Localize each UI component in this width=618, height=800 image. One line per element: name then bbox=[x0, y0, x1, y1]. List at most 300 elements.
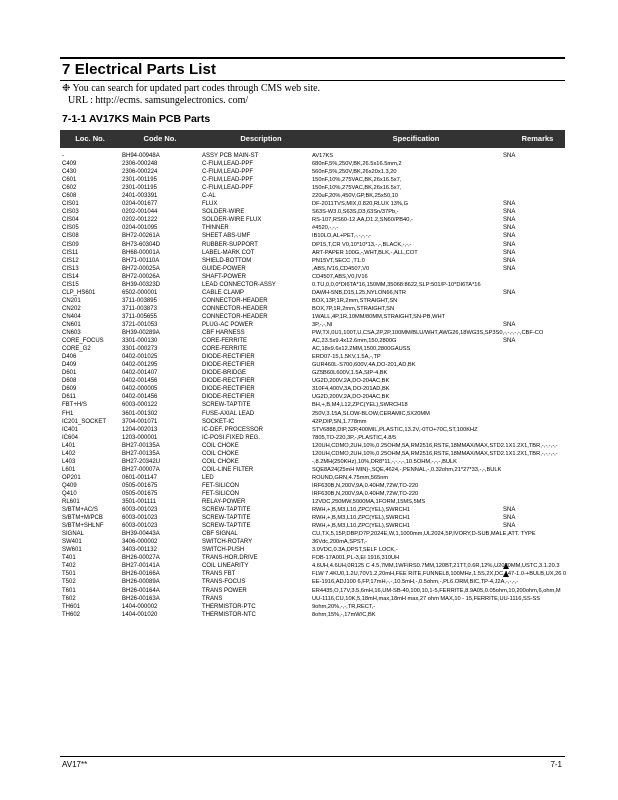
cell-specification: DAWH-5NB,D15,L25,NYLON66,NTR bbox=[312, 289, 406, 296]
table-row bbox=[60, 297, 565, 305]
cell-description: SWITCH-PUSH bbox=[202, 547, 245, 554]
cell-loc: S/BTM+AC/S bbox=[62, 507, 98, 514]
cell-description: RUBBER-SUPPORT bbox=[202, 241, 258, 248]
cell-specification: UG2D,200V,2A,DO-204AC,BK bbox=[312, 378, 390, 385]
column-header-specification: Specification bbox=[392, 134, 440, 143]
cell-code: 0402-001295 bbox=[122, 362, 158, 369]
cell-loc: CIS11 bbox=[62, 249, 79, 256]
cell-specification: PW,TX,0U1,100T,U,CSA,2P,2P,100MM/BLU/WHT,AWG26,18WG3S,SP3S0,-,-,-,-,-,CBF-CO bbox=[312, 330, 544, 337]
cell-code: 0204-001677 bbox=[122, 201, 158, 208]
table-row bbox=[60, 442, 565, 450]
footer-page-number: 7-1 bbox=[550, 760, 562, 769]
cell-code: BH26-00166A bbox=[122, 571, 160, 578]
cell-loc: CN603 bbox=[62, 330, 81, 337]
cell-specification: 7805,TO-220,3P,-,PLASTIC,4.8/5 bbox=[312, 434, 397, 441]
table-row bbox=[60, 482, 565, 490]
column-header-code: Code No. bbox=[143, 134, 177, 143]
cell-specification: ER4435,O,17V,3.5,6mH,16,UM-SB-40,100,10,1-5,FERRITE,8.9A05,0.05ohm,10,200ohm,6,ohm,M bbox=[312, 587, 561, 594]
cell-description: CABLE CLAMP bbox=[202, 289, 245, 296]
cell-code: 0601-001147 bbox=[122, 474, 157, 481]
cell-specification: DF-2011TVS,MIX,0.820,RLUX 13%,G bbox=[312, 201, 408, 208]
table-row bbox=[60, 587, 565, 595]
cell-description: RELAY-POWER bbox=[202, 499, 246, 506]
cell-description: SCREW-TAPTITE bbox=[202, 507, 251, 514]
cell-remarks: SNA bbox=[503, 217, 516, 224]
cell-code: BH27-00135A bbox=[122, 450, 160, 457]
cell-loc: T401 bbox=[62, 555, 76, 562]
cell-loc: C602 bbox=[62, 185, 77, 192]
table-row bbox=[60, 611, 565, 619]
cell-loc: IC201_SOCKET bbox=[62, 418, 107, 425]
cell-description: GUIDE-POWER bbox=[202, 265, 246, 272]
table-row bbox=[60, 369, 565, 377]
cell-loc: C409 bbox=[62, 161, 77, 168]
cell-description: THERMISTOR-PTC bbox=[202, 603, 256, 610]
cell-loc: D611 bbox=[62, 394, 76, 401]
bottom-divider bbox=[60, 756, 565, 757]
cell-remarks: SNA bbox=[503, 321, 516, 328]
cell-description: SOLDER-WIRE FLUX bbox=[202, 217, 262, 224]
cell-remarks: SNA bbox=[503, 265, 516, 272]
cell-code: 1204-002013 bbox=[122, 426, 158, 433]
cell-code: 0505-001675 bbox=[122, 482, 158, 489]
table-row bbox=[60, 257, 565, 265]
cell-description: LEAD CONNECTOR-ASSY bbox=[202, 281, 276, 288]
cell-remarks: SNA bbox=[503, 515, 516, 522]
cell-specification: 3P,-,-,NI bbox=[312, 321, 333, 328]
cell-specification: GUR460L-S700,600V,4A,DO-201,AD,BK bbox=[312, 362, 416, 369]
table-row bbox=[60, 337, 565, 345]
cell-specification: UG2D,200V,2A,DO-204AC,BK bbox=[312, 394, 390, 401]
table-row bbox=[60, 514, 565, 522]
table-row bbox=[60, 241, 565, 249]
cell-specification: FLW 7.4KU0,1.2U,70V1.2,20mH,FEE RITE,FUNNEL8,100MHz,1.5S,2X,DC,147-1.0-+BULB,UX,26 0 bbox=[312, 571, 567, 578]
cell-code: 0402-000005 bbox=[122, 386, 158, 393]
cell-description: DIODE-RECTIFIER bbox=[202, 394, 255, 401]
table-row bbox=[60, 152, 565, 160]
cell-code: BH72-00261A bbox=[122, 233, 160, 240]
cell-loc: CIS14 bbox=[62, 273, 79, 280]
cell-code: BH94-00948A bbox=[122, 153, 160, 159]
cell-remarks: SNA bbox=[503, 241, 516, 248]
cell-loc: CIS03 bbox=[62, 209, 79, 216]
cell-code: 3704-001071 bbox=[122, 418, 158, 425]
cell-description: SHAFT-POWER bbox=[202, 273, 247, 280]
cell-code: BH26-00027A bbox=[122, 555, 160, 562]
cell-description: DIODE-BRIDGE bbox=[202, 370, 247, 377]
cell-loc: CORE_G2 bbox=[62, 346, 91, 353]
cell-loc: D609 bbox=[62, 386, 77, 393]
cell-loc: - bbox=[62, 153, 64, 159]
cell-specification: RWH,+,B,M3,L10,ZPC(YEL),SWRCH1 bbox=[312, 523, 411, 530]
cell-specification: RWH,+,B,M3,L10,ZPC(YEL),SWRCH1 bbox=[312, 515, 411, 522]
table-row bbox=[60, 546, 565, 554]
cell-loc: D608 bbox=[62, 378, 77, 385]
cell-loc: CIS05 bbox=[62, 225, 79, 232]
table-row bbox=[60, 506, 565, 514]
table-row bbox=[60, 289, 565, 297]
cell-code: BH27-00007A bbox=[122, 466, 160, 473]
cell-specification: UU-1116,CU,10K,5,18mH,max,18mH max,27 ohm MAX,10 - 15,FERRITE,UU-1116,SS-SS bbox=[312, 595, 541, 602]
table-row bbox=[60, 458, 565, 466]
table-row bbox=[60, 426, 565, 434]
cell-code: 3721-001053 bbox=[122, 321, 158, 328]
cell-code: BH27-00141A bbox=[122, 563, 160, 570]
cell-specification: GZ5B60L600V,1.5A,SIP-4,BK bbox=[312, 370, 388, 377]
cell-specification: ROUND,GRN,4.75mm,565nm bbox=[312, 474, 389, 481]
cell-loc: C608 bbox=[62, 193, 77, 200]
table-row bbox=[60, 490, 565, 498]
cell-description: SWITCH-ROTARY bbox=[202, 539, 253, 546]
cell-loc: CIS09 bbox=[62, 241, 79, 248]
table-row bbox=[60, 329, 565, 337]
cell-code: 1404-000002 bbox=[122, 603, 158, 610]
cell-description: CORE-FERRITE bbox=[202, 338, 247, 345]
top-divider bbox=[60, 57, 565, 59]
cell-code: BH68-00001A bbox=[122, 249, 160, 256]
cell-specification: S63S-W3.0,S63S,D3,63Sn/37Pb,- bbox=[312, 209, 399, 216]
cell-code: 2301-001195 bbox=[122, 177, 157, 184]
table-row bbox=[60, 192, 565, 200]
cell-specification: ERD07-15,1.5KV,1.5A,-,TP bbox=[312, 354, 381, 361]
cell-specification: AC,23.5x9.4x12.6mm,150,2800G bbox=[312, 338, 397, 345]
cell-loc: Q410 bbox=[62, 490, 77, 497]
cell-specification: 3.0VDC,0.3A,DPST,SELF LOCK,- bbox=[312, 547, 398, 554]
cell-specification: DP15,T,CR V0,10*10*13,-,-,BLACK,-,-,- bbox=[312, 241, 412, 248]
cell-code: 3601-001302 bbox=[122, 410, 158, 417]
cell-specification: ART-PAPER 100G,-,WHT,BLK,-,ALL,COT bbox=[312, 249, 418, 256]
cell-loc: S/BTM+M/PCB bbox=[62, 515, 103, 522]
cell-code: 1404-001020 bbox=[122, 611, 158, 618]
cell-remarks: SNA bbox=[503, 338, 516, 345]
cell-description: TRANS bbox=[202, 595, 223, 602]
cell-code: 2306-000224 bbox=[122, 169, 158, 176]
cell-loc: TH601 bbox=[62, 603, 81, 610]
cell-description: DIODE-RECTIFIER bbox=[202, 386, 255, 393]
table-row bbox=[60, 208, 565, 216]
cell-loc: TH602 bbox=[62, 611, 81, 618]
column-header-loc: Loc. No. bbox=[75, 134, 105, 143]
cell-description: C-FILM,LEAD-PPF bbox=[202, 169, 254, 176]
table-row bbox=[60, 281, 565, 289]
cell-code: 6003-000122 bbox=[122, 402, 158, 409]
table-row bbox=[60, 200, 565, 208]
cell-specification: RS-107,RS60-12.AA,D1.2,SN60/PB40,- bbox=[312, 217, 413, 224]
cell-specification: EE-1916,ADJ100 6,FP,17mH,-,-,10.5mH,-,0.5ohm,-,PL6.ORM,BIC,TP-4,J2A,-,-,-,- bbox=[312, 579, 519, 586]
cell-description: COIL CHOKE bbox=[202, 450, 239, 457]
cell-specification: 12VDC,250MW,5000MA,1FORM,15MS,5MS bbox=[312, 499, 426, 506]
cell-code: 0202-001222 bbox=[122, 217, 158, 224]
cell-description: CBF SIGNAL bbox=[202, 531, 238, 538]
cell-loc: CIS01 bbox=[62, 201, 79, 208]
cms-note bbox=[62, 83, 320, 107]
cell-loc: S/BTM+SHLNF bbox=[62, 523, 104, 530]
cell-specification: 9ohm,20%,-,-,TR,RECT,- bbox=[312, 603, 376, 610]
cell-specification: 120UH,CDMO,2UH,10%,0.25OHM,5A,RM2516,RSTE,18MMAX/MAX,STD2.1X1.2X1,TBR,-,-,-,-,- bbox=[312, 442, 558, 449]
parts-table-body bbox=[60, 152, 565, 619]
cell-description: C-FILM,LEAD-PPF bbox=[202, 177, 254, 184]
column-header-remarks: Remarks bbox=[521, 134, 554, 143]
cell-code: BH27-20342U bbox=[122, 458, 161, 465]
footer-model: AV17** bbox=[62, 760, 88, 769]
cell-description: SOLDER-WIRE bbox=[202, 209, 245, 216]
table-row bbox=[60, 538, 565, 546]
cell-specification: BOX,7P,1R,2mm,STRAIGHT,SN bbox=[312, 305, 395, 312]
table-row bbox=[60, 184, 565, 192]
note-star-icon: ❉ bbox=[62, 83, 73, 94]
cell-specification: AC,18x9.6x12.2MM,1500,2800GAUSS bbox=[312, 346, 411, 353]
cell-loc: CORE_FOCUS bbox=[62, 338, 104, 345]
cell-specification: 0.TU,0,0,0*DI6TA*16,150MM,35068:8622,SLP:501/P-10*DI6TA*16 bbox=[312, 281, 481, 288]
cell-loc: CIS13 bbox=[62, 265, 79, 272]
cell-remarks: SNA bbox=[503, 153, 516, 159]
table-header bbox=[60, 130, 565, 148]
table-row bbox=[60, 466, 565, 474]
cell-description: TRANS-HOR.DRIVE bbox=[202, 555, 258, 562]
cell-remarks: SNA bbox=[503, 249, 516, 256]
cell-remarks: SNA bbox=[503, 225, 516, 232]
cell-description: CBF HARNESS bbox=[202, 330, 245, 337]
cell-code: BH26-00164A bbox=[122, 587, 160, 594]
table-row bbox=[60, 273, 565, 281]
cell-code: BH39-00323D bbox=[122, 281, 161, 288]
section-title: 7 Electrical Parts List bbox=[62, 61, 217, 78]
cell-code: 0402-001456 bbox=[122, 378, 158, 385]
subsection-title: 7-1-1 AV17KS Main PCB Parts bbox=[62, 113, 211, 125]
cell-specification: -,8.2MH(250KHz),10%,DR8*11,-,-,-,-,10.5OHM,-,-,-,BULK bbox=[312, 458, 457, 465]
cell-description: TRANS FBT bbox=[202, 571, 236, 578]
cell-code: 0505-001675 bbox=[122, 490, 158, 497]
cell-loc: CIS08 bbox=[62, 233, 79, 240]
cell-loc: OP201 bbox=[62, 474, 81, 481]
table-row bbox=[60, 232, 565, 240]
cell-loc: D601 bbox=[62, 370, 77, 377]
cell-specification: 42P,DIP,SN,1.778mm bbox=[312, 418, 367, 425]
cell-loc: Q409 bbox=[62, 482, 77, 489]
cell-code: 3403-001132 bbox=[122, 547, 157, 554]
cell-remarks: SNA bbox=[503, 523, 516, 530]
cell-loc: D406 bbox=[62, 354, 77, 361]
cell-loc: IC604 bbox=[62, 434, 79, 441]
cell-code: 3711-003895 bbox=[122, 297, 157, 304]
cell-description: THERMISTOR-NTC bbox=[202, 611, 256, 618]
cell-remarks: SNA bbox=[503, 201, 516, 208]
cell-loc: L401 bbox=[62, 442, 76, 449]
cell-description: COIL-LINE FILTER bbox=[202, 466, 254, 473]
cell-description: SCREW-TAPTITE bbox=[202, 523, 251, 530]
cell-description: TRANS-FOCUS bbox=[202, 579, 246, 586]
cell-code: 6003-001023 bbox=[122, 507, 158, 514]
table-row bbox=[60, 603, 565, 611]
table-row bbox=[60, 216, 565, 224]
cell-code: 3406-000002 bbox=[122, 539, 158, 546]
cell-loc: CLP_HS601 bbox=[62, 289, 96, 296]
title-divider bbox=[60, 80, 565, 81]
table-row bbox=[60, 530, 565, 538]
cell-code: BH27-00135A bbox=[122, 442, 160, 449]
cell-description: C-FILM,LEAD-PPF bbox=[202, 185, 254, 192]
cell-description: SHIELD-BOTTOM bbox=[202, 257, 252, 264]
table-row bbox=[60, 224, 565, 232]
cell-loc: T602 bbox=[62, 595, 76, 602]
cell-description: FET-SILICON bbox=[202, 490, 240, 497]
table-row bbox=[60, 160, 565, 168]
warning-triangle-icon bbox=[503, 563, 509, 569]
table-row bbox=[60, 321, 565, 329]
cell-description: SCREW-TAPTITE bbox=[202, 402, 251, 409]
cell-code: BH39-00443A bbox=[122, 531, 160, 538]
cell-loc: CN202 bbox=[62, 305, 81, 312]
cell-loc: CN201 bbox=[62, 297, 81, 304]
cell-remarks: SNA bbox=[503, 507, 516, 514]
table-row bbox=[60, 498, 565, 506]
cell-code: 3501-001111 bbox=[122, 499, 157, 506]
cell-description: C-FILM,LEAD-PPF bbox=[202, 161, 254, 168]
cell-loc: CIS12 bbox=[62, 257, 79, 264]
cell-description: C-AL bbox=[202, 193, 216, 200]
cell-code: 0402-001456 bbox=[122, 394, 158, 401]
cell-code: 2401-003391 bbox=[122, 193, 158, 200]
table-row bbox=[60, 595, 565, 603]
cell-specification: RWH,+,B,M3,L10,ZPC(YEL),SWRCH1 bbox=[312, 507, 411, 514]
cell-description: DIODE-RECTIFIER bbox=[202, 362, 255, 369]
cell-specification: 250V,3.15A,SLOW-BLOW,CERAMIC,5X20MM bbox=[312, 410, 430, 417]
cell-loc: C430 bbox=[62, 169, 77, 176]
cell-code: BH72-00025A bbox=[122, 265, 160, 272]
cell-code: BH71-00110A bbox=[122, 257, 160, 264]
cell-specification: 4.6UH,4.6UH,0R125 C 4.5,7MM,1WFIRS0.7MM,120BT,21TT,0.6R,12%,U2020MM,USTC,3.1.20.3 bbox=[312, 563, 560, 570]
cell-loc: T402 bbox=[62, 563, 76, 570]
cell-loc: L402 bbox=[62, 450, 76, 457]
cell-description: COIL LINEARITY bbox=[202, 563, 249, 570]
table-row bbox=[60, 434, 565, 442]
table-row bbox=[60, 562, 565, 570]
cell-loc: RL601 bbox=[62, 499, 80, 506]
cell-code: 2301-001195 bbox=[122, 185, 157, 192]
cell-specification: IRF630B,N,200V,9A,0.40HM,72W,TO-220 bbox=[312, 482, 419, 489]
cell-description: SHEET ABS-UMF bbox=[202, 233, 251, 240]
cell-code: 6502-000001 bbox=[122, 289, 158, 296]
cell-loc: C601 bbox=[62, 177, 77, 184]
cell-remarks: SNA bbox=[503, 209, 516, 216]
cell-description: IC-POSI.FIXED REG. bbox=[202, 434, 261, 441]
cell-specification: 680nF,5%,250V,BK,26.5x16.5mm,2 bbox=[312, 161, 402, 168]
cell-specification: 560nF,5%,250V,BK,26x20x1.3,20 bbox=[312, 169, 397, 176]
cell-description: CONNECTOR-HEADER bbox=[202, 305, 268, 312]
cell-specification: ,ABS,IV16,CD4507,V0 bbox=[312, 265, 370, 272]
cell-specification: IB10LO,AL+PET,-,-,-,-,- bbox=[312, 233, 371, 240]
table-row bbox=[60, 450, 565, 458]
cell-loc: T501 bbox=[62, 571, 76, 578]
table-row bbox=[60, 570, 565, 578]
column-header-description: Description bbox=[240, 134, 282, 143]
cell-code: BH73-60304D bbox=[122, 241, 161, 248]
cell-specification: 150nF,10%,275VAC,BK,26x16.5x7, bbox=[312, 177, 402, 184]
cell-description: FUSE-AXIAL LEAD bbox=[202, 410, 255, 417]
cell-description: FLUX bbox=[202, 201, 218, 208]
cell-loc: FBT+H/S bbox=[62, 402, 87, 409]
table-row bbox=[60, 345, 565, 353]
cell-description: LABEL-MARK COT bbox=[202, 249, 255, 256]
cell-description: DIODE-RECTIFIER bbox=[202, 378, 255, 385]
table-row bbox=[60, 176, 565, 184]
cell-description: IC-DEF. PROCESSOR bbox=[202, 426, 264, 433]
cell-description: ASSY PCB MAIN-ST bbox=[202, 153, 259, 159]
table-row bbox=[60, 305, 565, 313]
cell-code: 1203-000001 bbox=[122, 434, 158, 441]
cell-specification: 150nF,10%,275VAC,BK,26x16.5x7, bbox=[312, 185, 402, 192]
table-row bbox=[60, 578, 565, 586]
cell-description: COIL CHOKE bbox=[202, 458, 239, 465]
table-row bbox=[60, 410, 565, 418]
cell-code: 6003-001023 bbox=[122, 515, 158, 522]
cell-code: 2306-000248 bbox=[122, 161, 158, 168]
cell-description: TRANS POWER bbox=[202, 587, 247, 594]
table-row bbox=[60, 353, 565, 361]
table-row bbox=[60, 474, 565, 482]
cell-specification: 8ohm,15%,-,17mW/C,BK bbox=[312, 611, 376, 618]
cell-loc: SW601 bbox=[62, 547, 82, 554]
table-row bbox=[60, 393, 565, 401]
cell-description: COIL CHOKE bbox=[202, 442, 239, 449]
cell-description: CORE-FERRITE bbox=[202, 346, 247, 353]
cell-description: SOCKET-IC bbox=[202, 418, 235, 425]
cell-description: LED bbox=[202, 474, 214, 481]
table-row bbox=[60, 249, 565, 257]
cell-code: 6003-001023 bbox=[122, 523, 158, 530]
cell-specification: SQE8A24(25mH MIN)-,SQE,4624,-,PENNAL,-,0.32ohm,21*27*33,-,-,BULK bbox=[312, 466, 502, 473]
note-line-2: URL : http://ecms. samsungelectronics. com/ bbox=[68, 95, 249, 106]
cell-description: THINNER bbox=[202, 225, 229, 232]
table-row bbox=[60, 401, 565, 409]
cell-specification: 120UH,CDMO,2UH,10%,0.25OHM,5A,RM2516,RSTE,18MMAX/MAX,STD2.1X1.2X1,TBR,-,-,-,-,- bbox=[312, 450, 558, 457]
cell-description: DIODE-RECTIFIER bbox=[202, 354, 255, 361]
table-row bbox=[60, 385, 565, 393]
cell-code: 3301-000130 bbox=[122, 338, 158, 345]
cell-specification: 220uF,20%,450V,GP,BK,25x50,10 bbox=[312, 193, 399, 200]
cell-remarks: SNA bbox=[503, 289, 516, 296]
cell-specification: #4520,-,-,- bbox=[312, 225, 339, 232]
table-row bbox=[60, 377, 565, 385]
cell-remarks: SNA bbox=[503, 257, 516, 264]
table-row bbox=[60, 522, 565, 530]
cell-loc: T502 bbox=[62, 579, 76, 586]
cell-loc: D409 bbox=[62, 362, 77, 369]
cell-code: BH26-00163A bbox=[122, 595, 160, 602]
cell-loc: L601 bbox=[62, 466, 76, 473]
cell-loc: SW401 bbox=[62, 539, 82, 546]
table-row bbox=[60, 361, 565, 369]
cell-description: PLUG-AC POWER bbox=[202, 321, 254, 328]
note-line-1: ❉ You can search for updated part codes through CMS web site. bbox=[62, 83, 321, 94]
cell-description: SCREW-TAPTITE bbox=[202, 515, 251, 522]
cell-code: 0202-001044 bbox=[122, 209, 158, 216]
cell-loc: CIS15 bbox=[62, 281, 79, 288]
cell-specification: IRF630B,N,200V,9A,0.40HM,72W,TO-220 bbox=[312, 490, 419, 497]
cell-loc: T601 bbox=[62, 587, 76, 594]
cell-loc: FH1 bbox=[62, 410, 74, 417]
cell-code: 3301-000273 bbox=[122, 346, 158, 353]
table-row bbox=[60, 554, 565, 562]
cell-specification: BOX,13P,1R,2mm,STRAIGHT,SN bbox=[312, 297, 398, 304]
cell-specification: 36Vdc,200mA,SPST,- bbox=[312, 539, 368, 546]
table-row bbox=[60, 168, 565, 176]
cell-code: BH39-00289A bbox=[122, 330, 160, 337]
cell-code: 3711-005655 bbox=[122, 313, 157, 320]
table-row bbox=[60, 313, 565, 321]
cell-code: BH26-00089A bbox=[122, 579, 160, 586]
table-row bbox=[60, 265, 565, 273]
